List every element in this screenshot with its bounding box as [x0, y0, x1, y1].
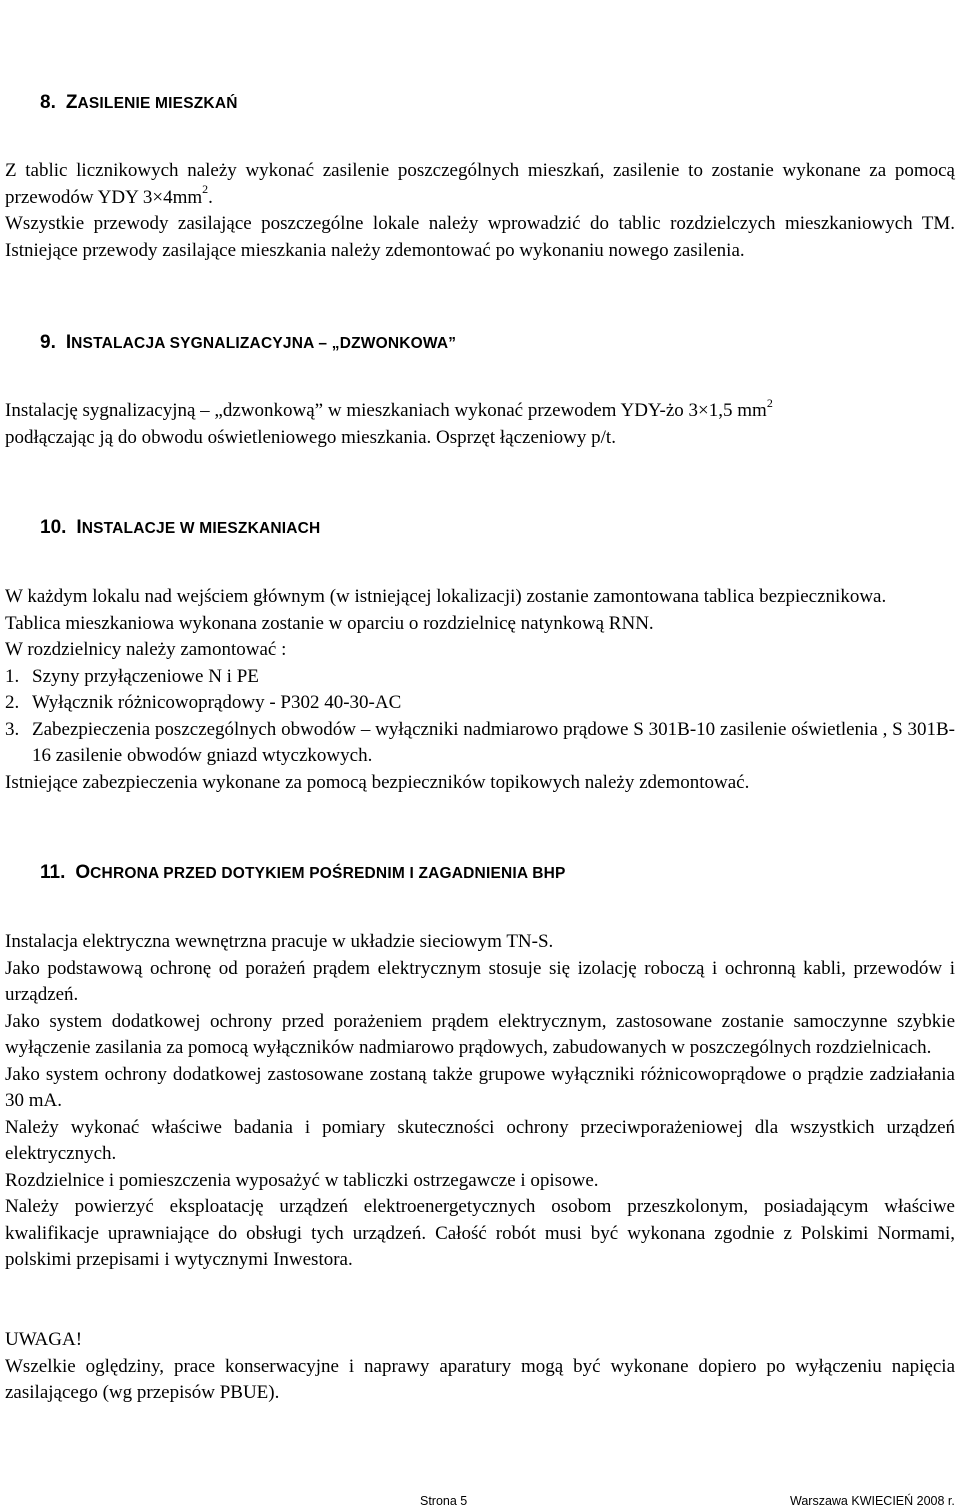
- paragraph: Z tablic licznikowych należy wykonać zasilenie poszczególnych mieszkań, zasilenie to zostanie wykonane za pomocą przewodów YDY $3\times 4mm^2$.: [5, 160, 955, 208]
- footer-place-date: Warszawa KWIECIEŃ 2008 r.: [790, 1494, 955, 1508]
- paragraph: Istniejące zabezpieczenia wykonane za pomocą bezpieczników topikowych należy zdemontować.: [5, 771, 750, 793]
- list-item: [5, 664, 955, 691]
- paragraph: Jako system ochrony dodatkowej zastosowane zostaną także grupowe wyłączniki różnicowoprądowe o prądzie zadziałania 30 mA.: [5, 1063, 955, 1111]
- section-9-body: [5, 395, 955, 451]
- list-number: 1.: [5, 665, 20, 687]
- paragraph: Instalację sygnalizacyjną – „dzwonkową” w mieszkaniach wykonać przewodem YDY-żo 3×1,5 $mm^2$: [5, 395, 773, 421]
- section-number: 9.: [40, 332, 56, 353]
- section-number: 8.: [40, 92, 56, 113]
- section-10-body: [5, 584, 955, 796]
- list-text: Wyłącznik różnicowoprądowy - P302 40-30-AC: [32, 692, 402, 713]
- paragraph: W rozdzielnicy należy zamontować :: [5, 639, 287, 660]
- paragraph: Instalacja elektryczna wewnętrzna pracuje w układzie sieciowym TN-S.: [5, 931, 554, 952]
- section-number: 11.: [40, 862, 66, 883]
- heading-initial: I: [76, 517, 82, 538]
- section-10-heading: [40, 517, 320, 539]
- heading-rest: NSTALACJA SYGNALIZACYJNA – „DZWONKOWA”: [71, 335, 457, 352]
- list-item: [5, 717, 955, 770]
- heading-rest: CHRONA PRZED DOTYKIEM POŚREDNIM I ZAGADNIENIA BHP: [90, 865, 566, 882]
- list-text: Zabezpieczenia poszczególnych obwodów – wyłączniki nadmiarowo prądowe S 301B-10 zasilenie oświetlenia , S 301B-16 zasilenie obwodów gniazd wtyczkowych.: [32, 718, 955, 766]
- paragraph: podłączając ją do obwodu oświetleniowego mieszkania. Osprzęt łączeniowy p/t.: [5, 426, 616, 448]
- list-item: [5, 690, 955, 717]
- section-11-heading: [40, 862, 566, 884]
- section-8-body: [5, 158, 955, 264]
- footer-page-number: Strona 5: [420, 1494, 468, 1508]
- paragraph: Wszystkie przewody zasilające poszczególne lokale należy wprowadzić do tablic rozdzielczych mieszkaniowych TM. Istniejące przewody zasilające mieszkania należy zdemontować po wykonaniu nowego zasilenia.: [5, 213, 955, 261]
- paragraph: Tablica mieszkaniowa wykonana zostanie w oparciu o rozdzielnicę natynkową RNN.: [5, 612, 654, 634]
- superscript: 2: [202, 182, 209, 197]
- heading-initial: Z: [65, 92, 78, 113]
- heading-initial: O: [75, 862, 91, 883]
- list-text: Szyny przyłączeniowe N i PE: [32, 665, 259, 687]
- section-8-heading: [40, 92, 238, 114]
- warning-title: UWAGA!: [5, 1329, 83, 1350]
- section-11-body: [5, 929, 955, 1274]
- heading-rest: NSTALACJE W MIESZKANIACH: [81, 520, 321, 537]
- list-number: 2.: [5, 692, 20, 713]
- paragraph: W każdym lokalu nad wejściem głównym (w istniejącej lokalizacji) zostanie zamontowana tablica bezpiecznikowa.: [5, 586, 887, 607]
- warning-block: [5, 1327, 955, 1407]
- paragraph: Jako system dodatkowej ochrony przed porażeniem prądem elektrycznym, zastosowane zostanie samoczynne szybkie wyłączenie zasilania za pomocą wyłączników nadmiarowo prądowych, zabudowanych w poszczególnych rozdzielnicach.: [5, 1010, 955, 1058]
- heading-rest: ASILENIE MIESZKAŃ: [77, 95, 238, 112]
- section-number: 10.: [40, 517, 67, 538]
- paragraph: Należy wykonać właściwe badania i pomiary skuteczności ochrony przeciwporażeniowej dla wszystkich urządzeń elektrycznych.: [5, 1116, 955, 1164]
- paragraph: Należy powierzyć eksploatację urządzeń elektroenergetycznych osobom przeszkolonym, posiadającym właściwe kwalifikacje uprawniające do obsługi tych urządzeń. Całość robót musi być wykonana zgodnie z Polskimi Normami, polskimi przepisami i wytycznymi Inwestora.: [5, 1196, 955, 1270]
- heading-initial: I: [65, 332, 72, 353]
- paragraph: Rozdzielnice i pomieszczenia wyposażyć w tabliczki ostrzegawcze i opisowe.: [5, 1169, 599, 1191]
- warning-text: Wszelkie oględziny, prace konserwacyjne i naprawy aparatury mogą być wykonane dopiero po wyłączeniu napięcia zasilającego (wg przepisów PBUE).: [5, 1355, 955, 1403]
- list-number: 3.: [5, 718, 20, 740]
- section-9-heading: [40, 332, 456, 354]
- paragraph: Jako podstawową ochronę od porażeń prądem elektrycznym stosuje się izolację roboczą i ochronną kabli, przewodów i urządzeń.: [5, 957, 955, 1005]
- superscript: 2: [766, 395, 773, 410]
